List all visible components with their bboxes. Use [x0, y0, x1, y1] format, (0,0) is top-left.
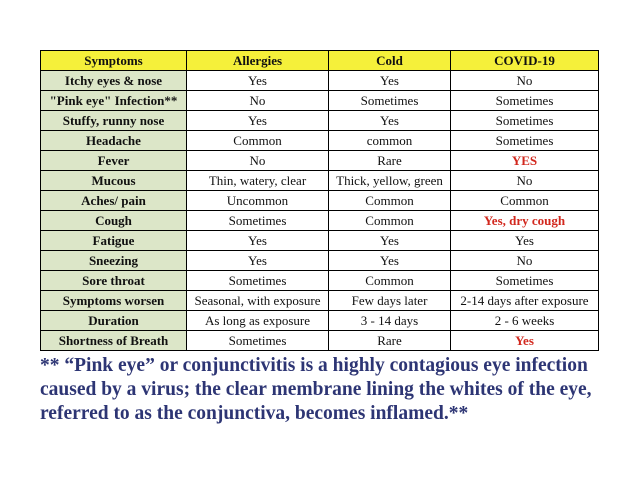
symptom-label: Headache: [41, 131, 187, 151]
table-row: [41, 111, 599, 131]
table-row: [41, 291, 599, 311]
table-row: [41, 311, 599, 331]
cold-value: common: [329, 131, 451, 151]
cold-value: Yes: [329, 71, 451, 91]
allergies-value: No: [187, 91, 329, 111]
allergies-value: Yes: [187, 251, 329, 271]
covid-value: Sometimes: [451, 111, 599, 131]
header-allergies: Allergies: [187, 51, 329, 71]
table-row: [41, 71, 599, 91]
allergies-value: Seasonal, with exposure: [187, 291, 329, 311]
covid-value: Common: [451, 191, 599, 211]
covid-value: YES: [451, 151, 599, 171]
pink-eye-footnote: ** “Pink eye” or conjunctivitis is a highly contagious eye infection caused by a virus; the clear membrane lining the whites of the eye, referred to as the conjunctiva, becomes inflamed.**: [40, 355, 592, 424]
cold-value: Few days later: [329, 291, 451, 311]
cold-value: Yes: [329, 251, 451, 271]
allergies-value: Common: [187, 131, 329, 151]
symptom-label: Sneezing: [41, 251, 187, 271]
symptom-label: Aches/ pain: [41, 191, 187, 211]
covid-value: No: [451, 71, 599, 91]
cold-value: Common: [329, 271, 451, 291]
allergies-value: Sometimes: [187, 331, 329, 351]
table-row: [41, 251, 599, 271]
table-body: [41, 71, 599, 351]
covid-value: Sometimes: [451, 91, 599, 111]
covid-value: Sometimes: [451, 271, 599, 291]
symptom-label: Stuffy, runny nose: [41, 111, 187, 131]
symptom-label: Duration: [41, 311, 187, 331]
table-row: [41, 131, 599, 151]
table-row: [41, 331, 599, 351]
symptom-label: Sore throat: [41, 271, 187, 291]
cold-value: Rare: [329, 151, 451, 171]
table-row: [41, 151, 599, 171]
symptom-label: Fever: [41, 151, 187, 171]
covid-value: No: [451, 171, 599, 191]
cold-value: Thick, yellow, green: [329, 171, 451, 191]
symptom-label: "Pink eye" Infection**: [41, 91, 187, 111]
covid-value: Sometimes: [451, 131, 599, 151]
allergies-value: Yes: [187, 111, 329, 131]
symptom-label: Mucous: [41, 171, 187, 191]
covid-value: No: [451, 251, 599, 271]
table-row: [41, 191, 599, 211]
table-header-row: [41, 51, 599, 71]
covid-value: 2-14 days after exposure: [451, 291, 599, 311]
allergies-value: Uncommon: [187, 191, 329, 211]
table-row: [41, 211, 599, 231]
cold-value: Common: [329, 211, 451, 231]
header-cold: Cold: [329, 51, 451, 71]
cold-value: Sometimes: [329, 91, 451, 111]
covid-value: Yes: [451, 331, 599, 351]
symptom-label: Fatigue: [41, 231, 187, 251]
table-row: [41, 91, 599, 111]
covid-value: Yes: [451, 231, 599, 251]
allergies-value: Yes: [187, 231, 329, 251]
table-row: [41, 171, 599, 191]
table-row: [41, 231, 599, 251]
covid-value: Yes, dry cough: [451, 211, 599, 231]
allergies-value: Sometimes: [187, 211, 329, 231]
allergies-value: Yes: [187, 71, 329, 91]
header-symptoms: Symptoms: [41, 51, 187, 71]
symptom-label: Shortness of Breath: [41, 331, 187, 351]
cold-value: Rare: [329, 331, 451, 351]
symptom-comparison-table: [40, 50, 599, 351]
covid-value: 2 - 6 weeks: [451, 311, 599, 331]
allergies-value: As long as exposure: [187, 311, 329, 331]
table-row: [41, 271, 599, 291]
symptom-label: Cough: [41, 211, 187, 231]
cold-value: Yes: [329, 111, 451, 131]
cold-value: Yes: [329, 231, 451, 251]
allergies-value: Thin, watery, clear: [187, 171, 329, 191]
header-covid: COVID-19: [451, 51, 599, 71]
cold-value: 3 - 14 days: [329, 311, 451, 331]
allergies-value: No: [187, 151, 329, 171]
cold-value: Common: [329, 191, 451, 211]
allergies-value: Sometimes: [187, 271, 329, 291]
symptom-label: Itchy eyes & nose: [41, 71, 187, 91]
symptom-label: Symptoms worsen: [41, 291, 187, 311]
